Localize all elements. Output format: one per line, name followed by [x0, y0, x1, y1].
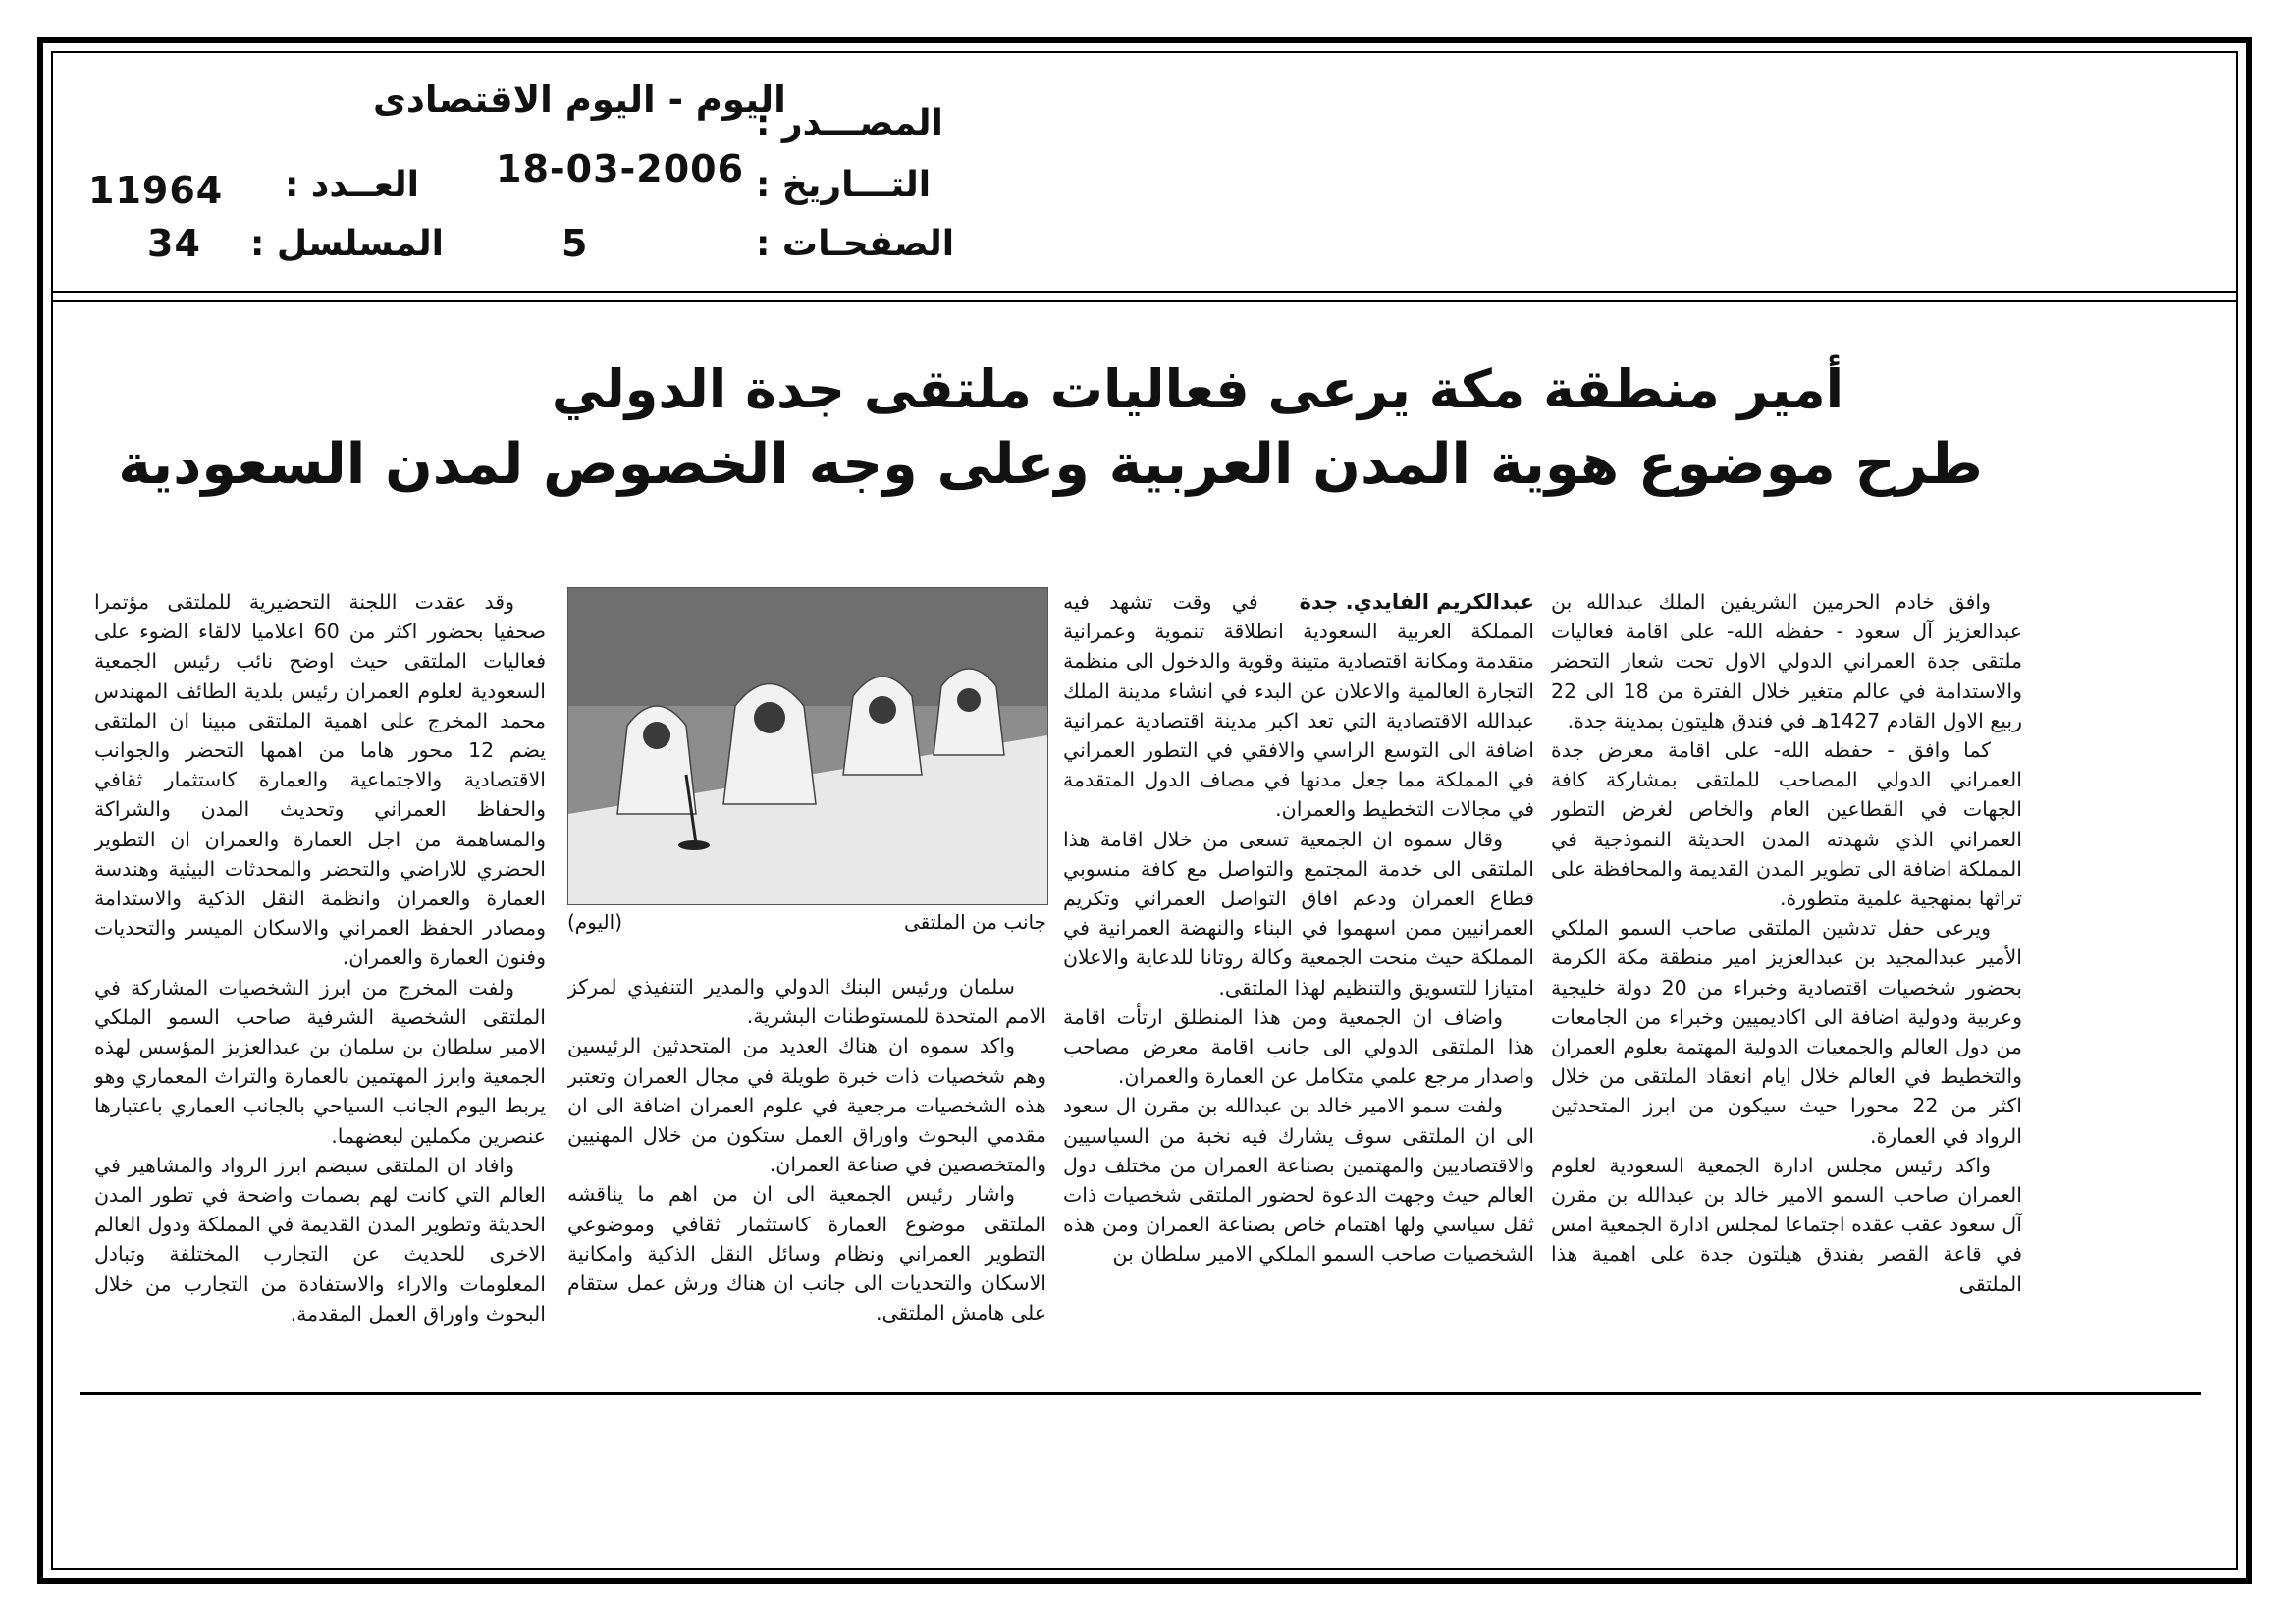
- photo-credit: (اليوم): [567, 910, 623, 934]
- serial-value: 34: [147, 222, 201, 265]
- article-column-4: [94, 587, 546, 1379]
- date-value: 18-03-2006: [496, 147, 745, 190]
- article-column-2: [1063, 587, 1534, 1379]
- date-label: التـــاريخ :: [756, 165, 932, 205]
- article-photo: [567, 587, 1048, 905]
- paragraph: واضاف ان الجمعية ومن هذا المنطلق ارتأت اقامة هذا الملتقى الدولي الى جانب اقامة معرض مصاحب واصدار مرجع علمي متكامل عن العمارة والعمران.: [1063, 1004, 1534, 1089]
- paragraph: ولفت المخرج من ابرز الشخصيات المشاركة في الملتقى الشخصية الشرفية صاحب السمو الملكي الامير سلطان بن سلمان بن عبدالعزيز المؤسس لهذه الجمعية وابرز المهتمين بالعمارة والتراث المعماري وهو يربط اليوم الجانب السياحي بالجانب العماري باعتبارها عنصرين مكملين لبعضهما.: [94, 975, 546, 1148]
- article-kicker: أمير منطقة مكة يرعى فعاليات ملتقى جدة الدولي: [551, 358, 1844, 420]
- article-column-3: [567, 972, 1046, 1379]
- paragraph: واكد رئيس مجلس ادارة الجمعية السعودية لعلوم العمران صاحب السمو الامير خالد بن عبدالله بن مقرن آل سعود عقب عقده اجتماعا لمجلس ادارة الجمعية امس في قاعة القصر بفندق هيلتون جدة على اهمية هذا الملتقى: [1551, 1153, 2022, 1296]
- paragraph: كما وافق - حفظه الله- على اقامة معرض جدة العمراني الدولي المصاحب للملتقى بمشاركة كافة الجهات في القطاعين العام والخاص لغرض التطور العمراني الذي شهدته المدن الحديثة النموذجية في المملكة اضافة الى تطوير المدن القديمة والمحافظة على تراثها بمنهجية علمية متطورة.: [1551, 738, 2022, 911]
- photo-caption-row: [567, 910, 1046, 934]
- paragraph: واشار رئيس الجمعية الى ان من اهم ما يناقشه الملتقى موضوع العمارة كاستثمار ثقافي وموضوعي التطوير العمراني ونظام وسائل النقل الذكية وامكانية الاسكان والتحديات الى جانب ان هناك ورش عمل ستقام على هامش الملتقى.: [567, 1182, 1046, 1326]
- paragraph: ولفت سمو الامير خالد بن عبدالله بن مقرن ال سعود الى ان الملتقى سوف يشارك فيه نخبة من السياسيين والاقتصاديين والمهتمين بصناعة العمران من مختلف دول العالم حيث وجهت الدعوة لحضور الملتقى شخصيات ذات ثقل سياسي ولها اهتمام خاص بصناعة العمران ومن هذه الشخصيات صاحب السمو الملكي الامير سلطان بن: [1063, 1094, 1534, 1267]
- article-bottom-rule: [80, 1392, 2201, 1395]
- paragraph: ويرعى حفل تدشين الملتقى صاحب السمو الملكي الأمير عبدالمجيد بن عبدالعزيز امير منطقة مكة الكرمة بحضور شخصيات اقتصادية وخبراء من 20 دولة خليجية وعربية ودولية اضافة الى اكاديميين وخبراء من الجامعات من دول العالم والجمعيات الدولية المهتمة بعلوم العمران والتخطيط في العالم خلال ايام انعقاد الملتقى من خلال اكثر من 22 محورا حيث سيكون من ابرز المتحدثين الرواد في العمارة.: [1551, 916, 2022, 1148]
- paragraph: واكد سموه ان هناك العديد من المتحدثين الرئيسين وهم شخصيات ذات خبرة طويلة في مجال العمران وتعتبر هذه الشخصيات مرجعية في علوم العمران اضافة الى ان مقدمي البحوث واوراق العمل ستكون من خلال المهنيين والمتخصصين في صناعة العمران.: [567, 1034, 1046, 1177]
- paragraph: وقال سموه ان الجمعية تسعى من خلال اقامة هذا الملتقى الى خدمة المجتمع والتواصل مع كافة منسوبي قطاع العمران ودعم افاق التواصل العمراني وتكريم العمرانيين ممن اسهموا في البناء والنهضة العمرانية في المملكة حيث منحت الجمعية وكالة روتانا للدعاية والاعلان امتيازا للتسويق والتنظيم لهذا الملتقى.: [1063, 827, 1534, 1000]
- paragraph: في وقت تشهد فيه المملكة العربية السعودية انطلاقة تنموية وعمرانية متقدمة ومكانة اقتصادية متينة وقوية والدخول الى منظمة التجارة العالمية والاعلان عن البدء في انشاء مدينة الملك عبدالله الاقتصادية التي تعد اكبر مدينة اقتصادية عمرانية اضافة الى التوسع الراسي والافقي في التطور العمراني في المملكة مما جعل مدنها في مصاف الدول المتقدمة في مجالات التخطيط والعمران.: [1063, 590, 1534, 822]
- issue-value: 11964: [88, 169, 224, 212]
- header-divider: [51, 291, 2238, 293]
- serial-label: المسلسل :: [250, 224, 445, 264]
- photo-caption: جانب من الملتقى: [904, 910, 1046, 934]
- issue-label: العــدد :: [285, 165, 419, 205]
- header-divider-2: [51, 300, 2238, 302]
- pages-value: 5: [561, 222, 589, 265]
- paragraph: وافاد ان الملتقى سيضم ابرز الرواد والمشاهير في العالم التي كانت لهم بصمات واضحة في تطور المدن الحديثة وتطوير المدن القديمة في المملكة ودول العالم الاخرى للحديث عن التجارب المختلفة وتبادل المعلومات والاراء والاستفادة من التجارب من خلال البحوث واوراق العمل المقدمة.: [94, 1153, 546, 1326]
- paragraph: سلمان ورئيس البنك الدولي والمدير التنفيذي لمركز الامم المتحدة للمستوطنات البشرية.: [567, 975, 1046, 1029]
- article-headline: طرح موضوع هوية المدن العربية وعلى وجه الخصوص لمدن السعودية: [118, 432, 1983, 497]
- paragraph: وقد عقدت اللجنة التحضيرية للملتقى مؤتمرا صحفيا بحضور اكثر من 60 اعلاميا لالقاء الضوء على فعاليات الملتقى حيث اوضح نائب رئيس الجمعية السعودية لعلوم العمران رئيس بلدية الطائف المهندس محمد المخرج على اهمية الملتقى مبينا ان الملتقى يضم 12 محور هاما من اهمها التحضر والجوانب الاقتصادية والاجتماعية والعمارة كاستثمار ثقافي والحفاظ العمراني وتحديث المدن والشراكة والمساهمة من اجل العمارة والعمران ان التطوير الحضري للاراضي والتحضر والمحدثات البيئية وهندسة العمارة والعمران وانظمة النقل الذكية والاستدامة ومصادر الحفظ العمراني والاسكان الميسر والتحديات وفنون العمارة والعمران.: [94, 590, 546, 970]
- pages-label: الصفحـات :: [756, 224, 955, 264]
- article-byline: عبدالكريم الفايدي. جدة: [1299, 590, 1534, 614]
- source-label: المصـــدر :: [756, 103, 943, 143]
- article-column-1: [1551, 587, 2022, 1379]
- source-value: اليوم - اليوم الاقتصادى: [373, 79, 786, 121]
- photo-illustration: [568, 588, 1047, 904]
- paragraph: وافق خادم الحرمين الشريفين الملك عبدالله بن عبدالعزيز آل سعود - حفظه الله- على اقامة فعاليات ملتقى جدة العمراني الدولي الاول تحت شعار التحضر والاستدامة في عالم متغير خلال الفترة من 18 الى 22 ربيع الاول القادم 1427هـ في فندق هليتون بمدينة جدة.: [1551, 590, 2022, 732]
